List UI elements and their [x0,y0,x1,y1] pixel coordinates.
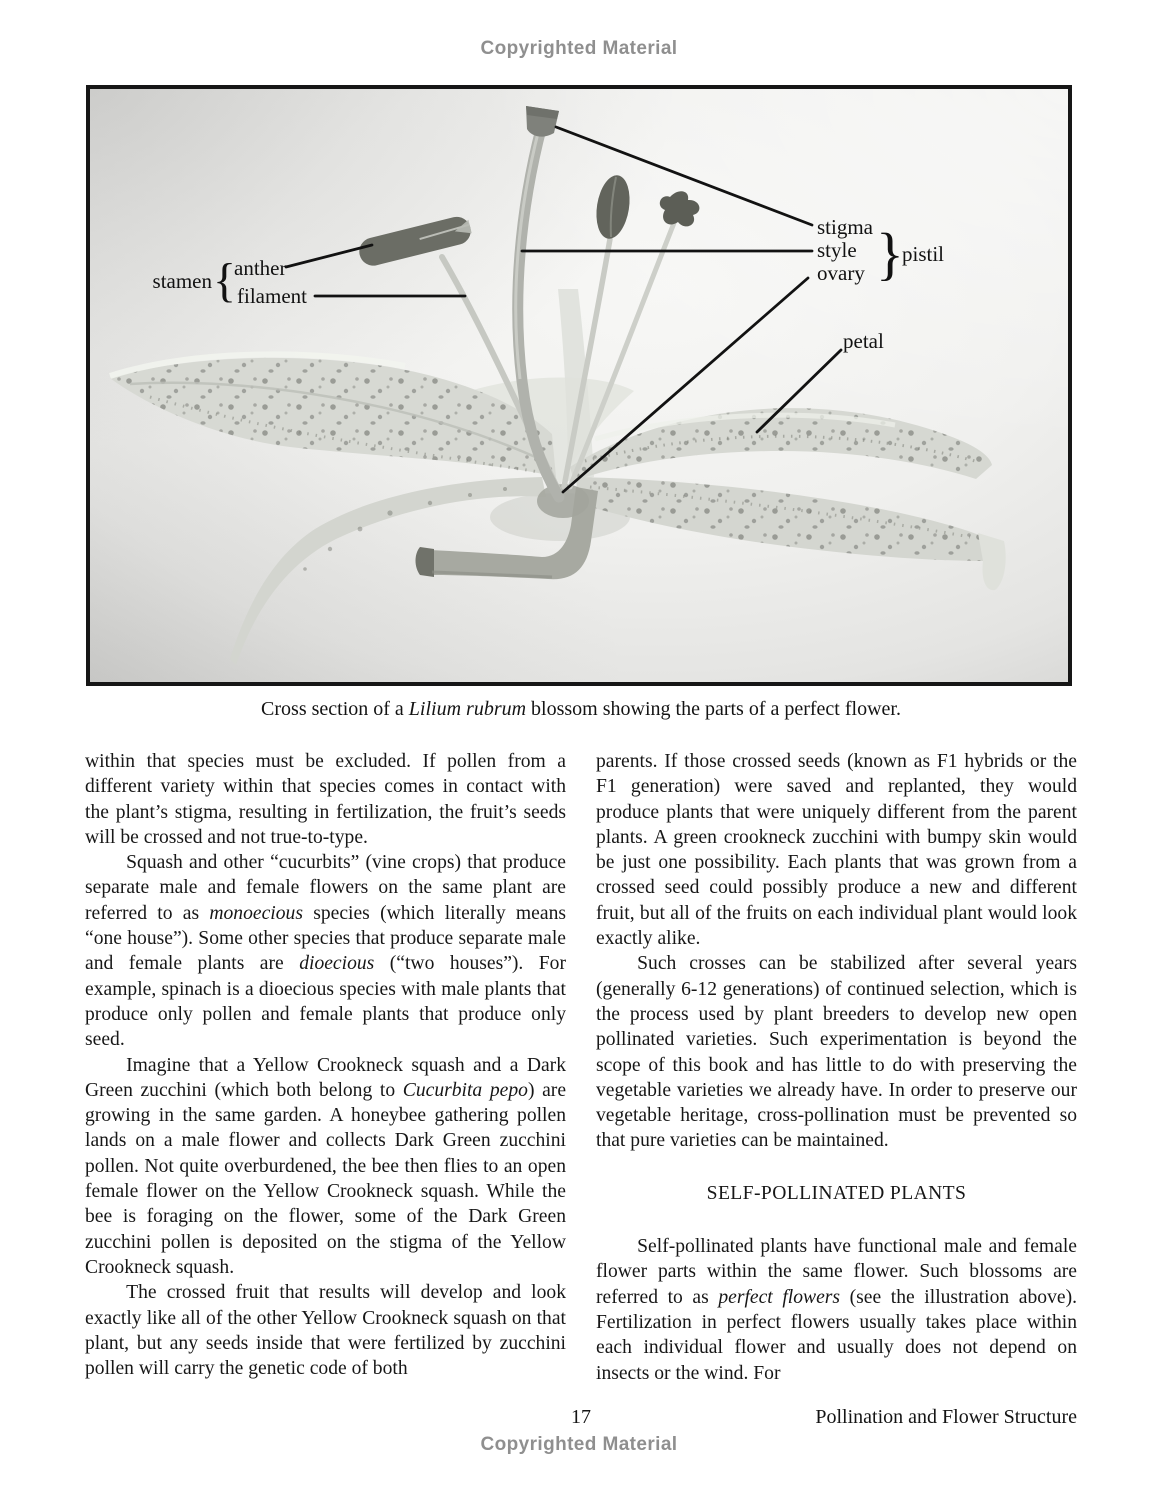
caption-species-name: Lilium rubrum [408,698,527,720]
watermark-top: Copyrighted Material [480,38,678,59]
page-number: 17 [571,1406,591,1428]
body-text [85,749,1077,1386]
style-label: style [817,238,857,262]
pistil-brace: } [876,221,904,286]
caption-prefix: Cross section of a [261,698,409,720]
left-column [85,749,566,1386]
paragraph: The crossed fruit that results will develop and look exactly like all of the other Yellow Crookneck squash on that plant, but any seeds inside that were fertilized by zucchini pollen will carry the genetic code of both [85,1282,566,1380]
paragraph: within that species must be excluded. If pollen from a different variety within that species comes in contact with the plant’s stigma, resulting in fertilization, the fruit’s seeds will be crossed and not true-to-type. [85,751,566,848]
page-footer [85,1406,1077,1432]
section-heading: SELF-POLLINATED PLANTS [706,1182,967,1204]
flower-figure [86,85,1072,686]
stigma-label: stigma [817,215,873,239]
ovary-label: ovary [817,261,865,285]
right-column [596,749,1077,1386]
figure-caption [85,698,1077,721]
lily-cross-section-illustration [90,89,1068,682]
pistil-label: pistil [902,242,945,266]
paragraph: Squash and other “cucurbits” (vine crops) that produce separate male and female flowers on the same plant are referred to as monoecious species (which literally means “one house”). Some other species that produce separate male and female plants are dioecious (“two houses”). For example, spinach is a dioecious species with male plants that produce only pollen and female plants that produce only seed. [85,852,567,1051]
stamen-label: stamen [152,269,212,293]
paragraph: Self-pollinated plants have functional male and female flower parts within the same flower. Such blossoms are referred to as perfect flowers (see the illustration above). Fertilization in perfect flowers usually takes place within each individual flower and usually does not depend on insects or the wind. For [596,1236,1078,1384]
stamen-brace: { [213,254,237,307]
paragraph: parents. If those crossed seeds (known as F1 hybrids or the F1 generation) were saved and replanted, they would produce plants that were uniquely different from the parent plants. A green crookneck zucchini with bumpy skin would be just one possibility. Each plants that was grown from a crossed seed could possibly produce a new and different fruit, but all of the fruits on each individual plant would look exactly alike. [596,751,1077,950]
filament-label: filament [237,284,307,308]
paragraph: Imagine that a Yellow Crookneck squash and a Dark Green zucchini (which both belong to Cucurbita pepo) are growing in the same garden. A honeybee gathering pollen lands on a male flower and collects Dark Green zucchini pollen. Not quite overburdened, the bee then flies to an open female flower on the Yellow Crookneck squash. While the bee is foraging on the flower, some of the Dark Green zucchini pollen is deposited on the stigma of the Yellow Crookneck squash. [85,1054,567,1278]
petal-label: petal [843,329,884,353]
paragraph: Such crosses can be stabilized after several years (generally 6-12 generations) of continued selection, which is the process used by plant breeders to develop new open pollinated varieties. Such experimentation is beyond the scope of this book and has little to do with preserving the vegetable varieties we already have. In order to preserve our vegetable heritage, cross-pollination must be prevented so that pure varieties can be maintained. [596,953,1077,1152]
anther-label: anther [234,256,287,280]
running-title: Pollination and Flower Structure [815,1406,1077,1428]
watermark-bottom: Copyrighted Material [480,1434,678,1455]
caption-suffix: blossom showing the parts of a perfect flower. [526,698,901,720]
